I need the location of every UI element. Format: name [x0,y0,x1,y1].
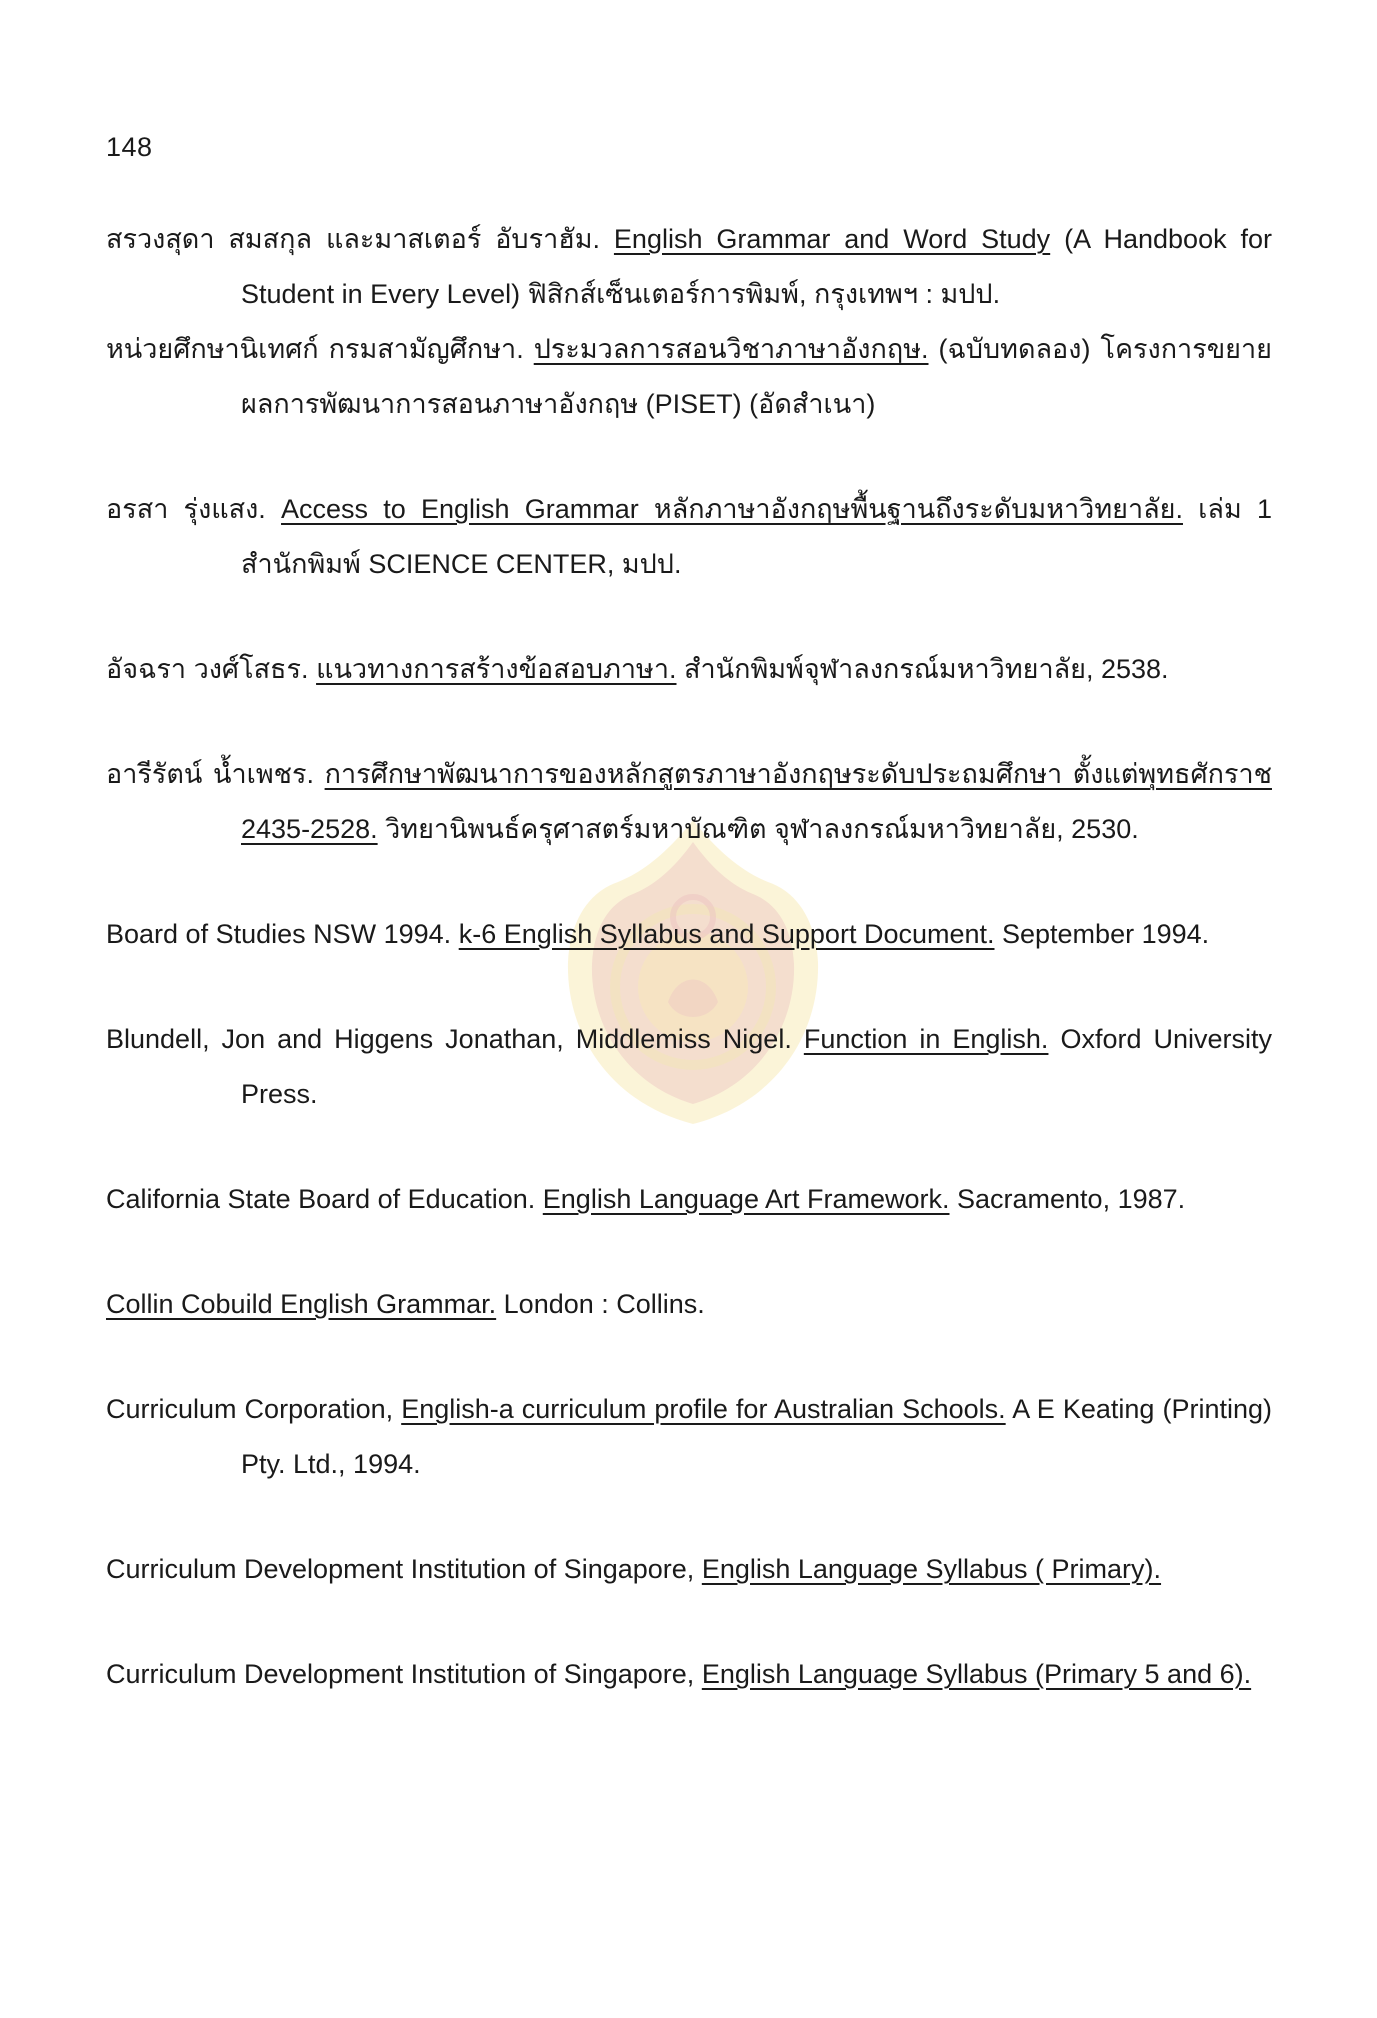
reference-title: ประมวลการสอนวิชาภาษาอังกฤษ. [533,334,929,364]
reference-entry [106,1277,1272,1332]
reference-author: Blundell, Jon and Higgens Jonathan, Middlemiss Nigel. [106,1024,792,1054]
reference-entry [106,1172,1272,1227]
reference-author: สรวงสุดา สมสกุล และมาสเตอร์ อับราฮัม. [106,224,601,254]
reference-title: English Language Syllabus ( Primary). [701,1554,1162,1584]
reference-details: วิทยานิพนธ์ครุศาสตร์มหาบัณฑิต จุฬาลงกรณ์มหาวิทยาลัย, 2530. [377,814,1139,844]
reference-title: English Language Syllabus (Primary 5 and 6). [701,1659,1252,1689]
reference-details: September 1994. [994,919,1210,949]
page-number: 148 [106,132,153,162]
reference-author: อารีรัตน์ น้ำเพชร. [106,759,314,789]
reference-title: Function in English. [803,1024,1049,1054]
reference-title: Collin Cobuild English Grammar. [106,1289,497,1319]
reference-list [106,212,1272,1702]
reference-entry [106,642,1272,697]
reference-entry [106,322,1272,432]
reference-details: Sacramento, 1987. [949,1184,1186,1214]
reference-author: Curriculum Development Institution of Singapore, [106,1659,695,1689]
reference-author: หน่วยศึกษานิเทศก์ กรมสามัญศึกษา. [106,334,524,364]
reference-entry [106,212,1272,322]
reference-title: English Language Art Framework. [542,1184,950,1214]
reference-entry [106,747,1272,857]
reference-title: k-6 English Syllabus and Support Document. [458,919,995,949]
reference-details: A E Keating (Printing) Pty. Ltd., 1994. [241,1394,1272,1479]
reference-author: Curriculum Development Institution of Singapore, [106,1554,695,1584]
reference-details: Oxford University Press. [241,1024,1272,1109]
reference-entry [106,907,1272,962]
reference-author: Board of Studies NSW 1994. [106,919,452,949]
reference-title: English-a curriculum profile for Australian Schools. [401,1394,1006,1424]
reference-entry [106,1647,1272,1702]
reference-title: Access to English Grammar หลักภาษาอังกฤษพื้นฐานถึงระดับมหาวิทยาลัย. [281,494,1183,524]
reference-details: London : Collins. [496,1289,705,1319]
reference-author: อัจฉรา วงศ์โสธร. [106,654,309,684]
reference-entry [106,1012,1272,1122]
reference-title: การศึกษาพัฒนาการของหลักสูตรภาษาอังกฤษระดับประถมศึกษา ตั้งแต่พุทธศักราช 2435-2528. [241,759,1272,844]
reference-author: California State Board of Education. [106,1184,536,1214]
reference-title: แนวทางการสร้างข้อสอบภาษา. [316,654,677,684]
reference-details: (ฉบับทดลอง) โครงการขยายผลการพัฒนาการสอนภาษาอังกฤษ (PISET) (อัดสำเนา) [241,334,1272,419]
reference-details: สำนักพิมพ์จุฬาลงกรณ์มหาวิทยาลัย, 2538. [676,654,1169,684]
reference-entry [106,1382,1272,1492]
reference-author: Curriculum Corporation, [106,1394,394,1424]
reference-details: เล่ม 1 สำนักพิมพ์ SCIENCE CENTER, มปป. [241,494,1272,579]
reference-entry [106,482,1272,592]
reference-title: English Grammar and Word Study [613,224,1051,254]
reference-entry [106,1542,1272,1597]
reference-author: อรสา รุ่งแสง. [106,494,266,524]
reference-details: (A Handbook for Student in Every Level) ฟิสิกส์เซ็นเตอร์การพิมพ์, กรุงเทพฯ : มปป. [241,224,1272,309]
